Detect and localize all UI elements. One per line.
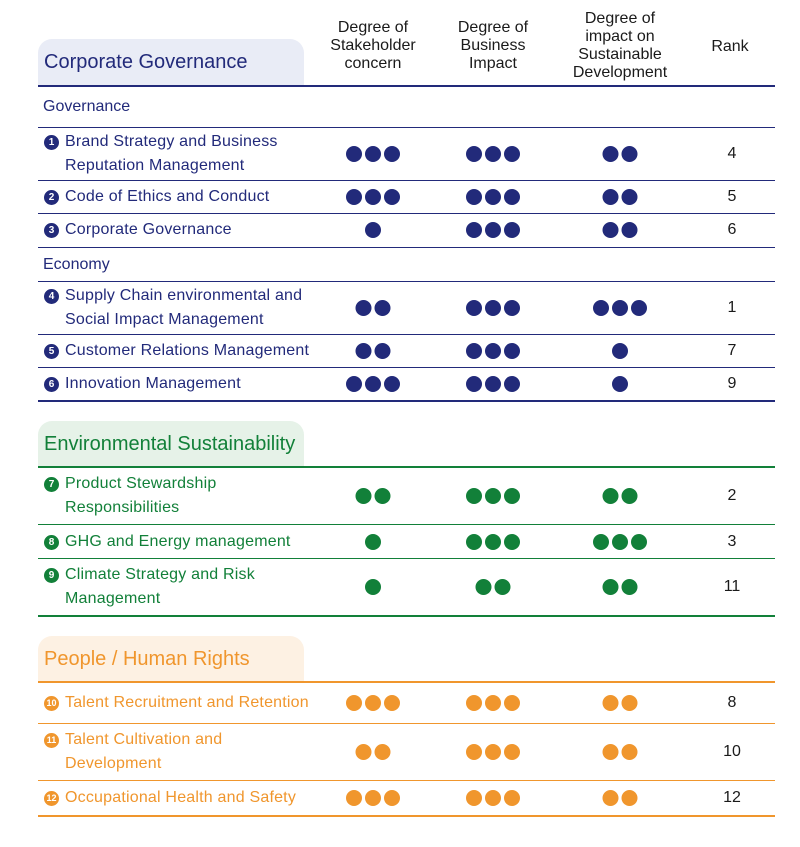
rating-dot (485, 343, 501, 359)
row-number-badge: 3 (44, 223, 59, 238)
business-rating (466, 146, 520, 162)
divider (38, 400, 775, 402)
rating-dot (365, 695, 381, 711)
rating-dot (612, 300, 628, 316)
rating-dot (375, 343, 391, 359)
rating-dot (346, 695, 362, 711)
rating-dot (622, 146, 638, 162)
divider (38, 367, 775, 368)
rating-dot (365, 189, 381, 205)
rating-dot (612, 376, 628, 392)
row-label: Corporate Governance (65, 221, 232, 238)
rating-dot (356, 744, 372, 760)
rating-dot (466, 376, 482, 392)
rating-dot (466, 300, 482, 316)
rank-value: 8 (727, 694, 737, 711)
row-label: Product Stewardship (65, 475, 217, 492)
rating-dot (466, 695, 482, 711)
divider (38, 247, 775, 248)
rating-dot (603, 695, 619, 711)
rating-dot (365, 222, 381, 238)
sustainable-rating (603, 790, 638, 806)
divider (38, 466, 775, 468)
stakeholder-rating (356, 343, 391, 359)
rating-dot (356, 300, 372, 316)
business-rating (466, 744, 520, 760)
row-label: GHG and Energy management (65, 533, 291, 550)
row-label-continued: Reputation Management (65, 157, 245, 174)
business-rating (466, 695, 520, 711)
stakeholder-rating (346, 146, 400, 162)
rating-dot (466, 146, 482, 162)
sustainable-rating (612, 376, 628, 392)
rating-dot (466, 189, 482, 205)
divider (38, 558, 775, 559)
column-header-sustainable: Degree of impact on Sustainable Development (572, 10, 668, 81)
rating-dot (375, 300, 391, 316)
divider (38, 815, 775, 817)
row-number-badge: 7 (44, 477, 59, 492)
rating-dot (485, 534, 501, 550)
rating-dot (466, 534, 482, 550)
divider (38, 681, 775, 683)
rating-dot (603, 189, 619, 205)
divider (38, 524, 775, 525)
row-label: Talent Recruitment and Retention (65, 694, 309, 711)
rating-dot (384, 790, 400, 806)
rating-dot (603, 744, 619, 760)
rating-dot (384, 695, 400, 711)
rating-dot (622, 222, 638, 238)
rating-dot (346, 376, 362, 392)
rank-value: 11 (723, 578, 741, 595)
rating-dot (603, 579, 619, 595)
divider (38, 213, 775, 214)
column-header-business: Degree of Business Impact (457, 19, 529, 72)
section-title-people: People / Human Rights (38, 636, 304, 682)
row-number-badge: 9 (44, 568, 59, 583)
rating-dot (593, 534, 609, 550)
stakeholder-rating (356, 488, 391, 504)
sustainable-rating (612, 343, 628, 359)
row-label: Supply Chain environmental and (65, 287, 303, 304)
rating-dot (622, 790, 638, 806)
row-label: Code of Ethics and Conduct (65, 188, 270, 205)
row-number-badge: 10 (44, 696, 59, 711)
business-rating (466, 790, 520, 806)
rating-dot (504, 300, 520, 316)
rating-dot (612, 343, 628, 359)
rating-dot (495, 579, 511, 595)
row-label: Brand Strategy and Business (65, 133, 278, 150)
business-rating (466, 488, 520, 504)
stakeholder-rating (356, 300, 391, 316)
rating-dot (504, 534, 520, 550)
rating-dot (365, 790, 381, 806)
sustainable-rating (603, 146, 638, 162)
rating-dot (504, 343, 520, 359)
rating-dot (504, 695, 520, 711)
rating-dot (485, 146, 501, 162)
row-number-badge: 6 (44, 377, 59, 392)
stakeholder-rating (365, 534, 381, 550)
row-number-badge: 11 (44, 733, 59, 748)
rating-dot (365, 146, 381, 162)
row-label: Customer Relations Management (65, 342, 310, 359)
row-number-badge: 4 (44, 289, 59, 304)
business-rating (466, 222, 520, 238)
rating-dot (504, 222, 520, 238)
rating-dot (603, 488, 619, 504)
rating-dot (384, 146, 400, 162)
rank-value: 3 (727, 533, 737, 550)
section-title-governance: Corporate Governance (38, 39, 304, 85)
subheading-governance: Governance (43, 98, 131, 115)
rating-dot (375, 744, 391, 760)
rank-value: 2 (727, 487, 737, 504)
business-rating (476, 579, 511, 595)
sustainable-rating (603, 579, 638, 595)
divider (38, 281, 775, 282)
rating-dot (466, 222, 482, 238)
sustainable-rating (593, 534, 647, 550)
sustainable-rating (603, 488, 638, 504)
rating-dot (504, 189, 520, 205)
rating-dot (466, 343, 482, 359)
sustainable-rating (603, 222, 638, 238)
divider (38, 334, 775, 335)
row-number-badge: 12 (44, 791, 59, 806)
sustainable-rating (593, 300, 647, 316)
rating-dot (593, 300, 609, 316)
rating-dot (504, 488, 520, 504)
sustainable-rating (603, 695, 638, 711)
row-number-badge: 1 (44, 135, 59, 150)
rating-dot (485, 300, 501, 316)
stakeholder-rating (365, 222, 381, 238)
rating-dot (622, 744, 638, 760)
rating-dot (504, 744, 520, 760)
rating-dot (485, 376, 501, 392)
rating-dot (622, 488, 638, 504)
divider (38, 85, 775, 87)
business-rating (466, 343, 520, 359)
rating-dot (466, 488, 482, 504)
column-header-rank: Rank (711, 38, 749, 55)
rating-dot (375, 488, 391, 504)
divider (38, 127, 775, 128)
rating-dot (485, 488, 501, 504)
row-label: Innovation Management (65, 375, 241, 392)
row-label-continued: Development (65, 755, 162, 772)
rating-dot (466, 744, 482, 760)
rating-dot (603, 790, 619, 806)
rating-dot (356, 343, 372, 359)
row-label: Talent Cultivation and (65, 731, 223, 748)
stakeholder-rating (365, 579, 381, 595)
divider (38, 780, 775, 781)
rating-dot (622, 695, 638, 711)
rating-dot (622, 189, 638, 205)
business-rating (466, 300, 520, 316)
rank-value: 6 (727, 221, 737, 238)
row-label-continued: Responsibilities (65, 499, 180, 516)
rating-dot (384, 376, 400, 392)
rank-value: 4 (727, 145, 737, 162)
stakeholder-rating (346, 376, 400, 392)
rating-dot (346, 146, 362, 162)
stakeholder-rating (356, 744, 391, 760)
rating-dot (356, 488, 372, 504)
rating-dot (603, 146, 619, 162)
section-title-environment: Environmental Sustainability (38, 421, 304, 467)
divider (38, 723, 775, 724)
business-rating (466, 534, 520, 550)
subheading-economy: Economy (43, 256, 110, 273)
rank-value: 9 (727, 375, 737, 392)
rating-dot (384, 189, 400, 205)
rating-dot (631, 300, 647, 316)
row-label: Climate Strategy and Risk (65, 566, 255, 583)
rank-value: 10 (723, 743, 741, 760)
rating-dot (504, 376, 520, 392)
rating-dot (504, 146, 520, 162)
row-number-badge: 2 (44, 190, 59, 205)
rating-dot (485, 189, 501, 205)
business-rating (466, 189, 520, 205)
row-number-badge: 5 (44, 344, 59, 359)
row-label: Occupational Health and Safety (65, 789, 297, 806)
row-label-continued: Management (65, 590, 161, 607)
row-number-badge: 8 (44, 535, 59, 550)
rating-dot (466, 790, 482, 806)
row-label-continued: Social Impact Management (65, 311, 264, 328)
rating-dot (485, 222, 501, 238)
sustainable-rating (603, 189, 638, 205)
rating-dot (612, 534, 628, 550)
rank-value: 1 (727, 299, 737, 316)
rating-dot (346, 189, 362, 205)
rating-dot (485, 790, 501, 806)
rating-dot (603, 222, 619, 238)
rank-value: 7 (727, 342, 737, 359)
stakeholder-rating (346, 189, 400, 205)
rating-dot (485, 744, 501, 760)
rank-value: 5 (727, 188, 737, 205)
rank-value: 12 (723, 789, 741, 806)
rating-dot (476, 579, 492, 595)
rating-dot (622, 579, 638, 595)
stakeholder-rating (346, 695, 400, 711)
rating-dot (365, 376, 381, 392)
rating-dot (365, 579, 381, 595)
rating-dot (346, 790, 362, 806)
rating-dot (504, 790, 520, 806)
divider (38, 615, 775, 617)
sustainable-rating (603, 744, 638, 760)
column-header-stakeholder: Degree of Stakeholder concern (330, 19, 416, 72)
stakeholder-rating (346, 790, 400, 806)
rating-dot (365, 534, 381, 550)
rating-dot (485, 695, 501, 711)
rating-dot (631, 534, 647, 550)
divider (38, 180, 775, 181)
business-rating (466, 376, 520, 392)
